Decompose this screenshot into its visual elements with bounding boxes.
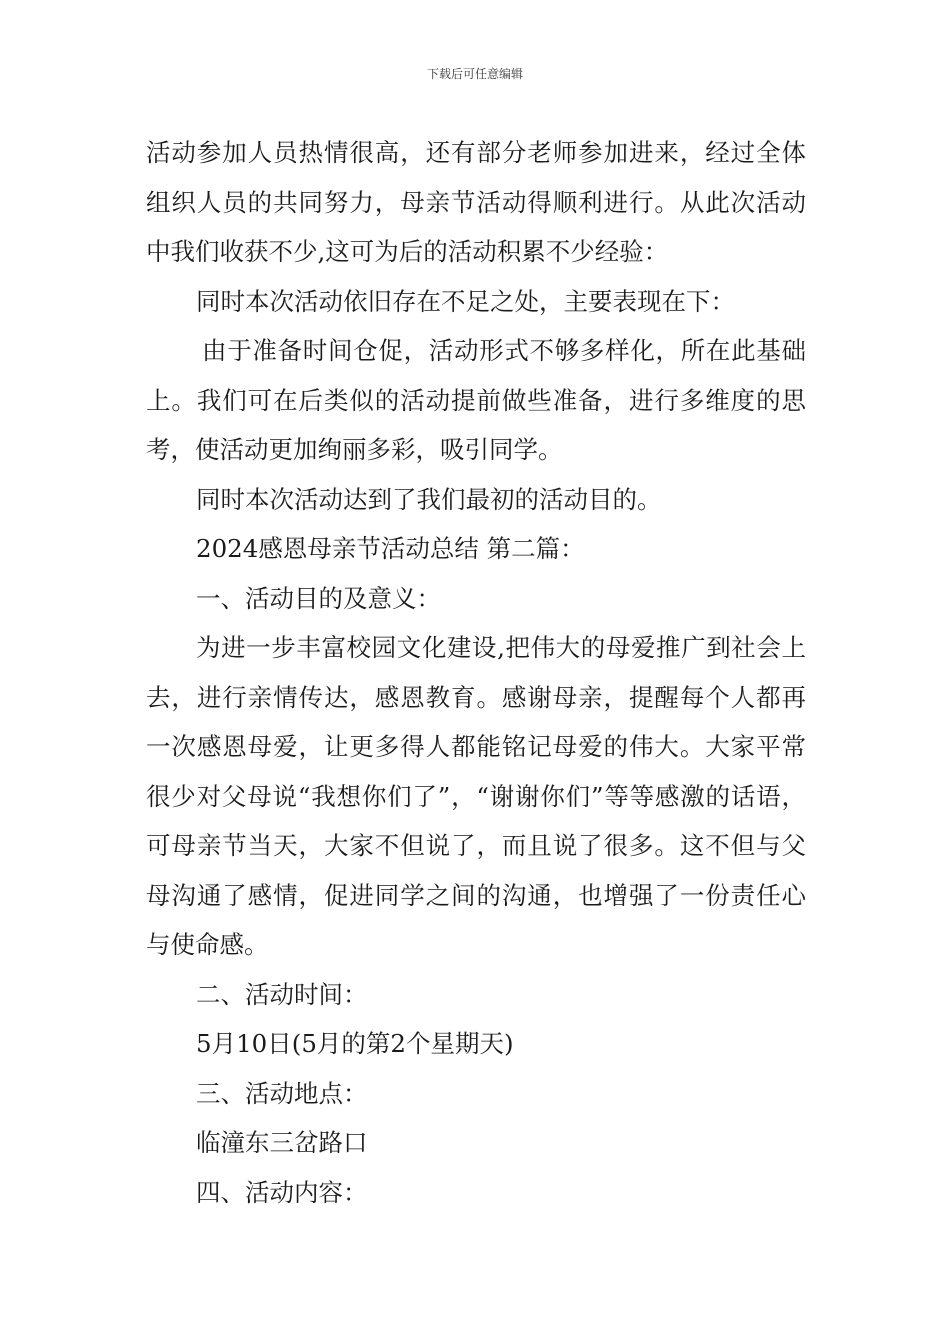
paragraph-1: 活动参加人员热情很高，还有部分老师参加进来，经过全体组织人员的共同努力，母亲节活动得顺利进行。从此次活动中我们收获不少,这可为后的活动积累不少经验： <box>146 138 806 266</box>
heading-content: 四、活动内容： <box>196 1177 368 1207</box>
paragraph-purpose: 为进一步丰富校园文化建设,把伟大的母爱推广到社会上去，进行亲情传达，感恩教育。感谢母亲，提醒每个人都再一次感恩母爱，让更多得人都能铭记母爱的伟大。大家平常很少对父母说“我想你们了”，“谢谢你们”等等感激的话语，可母亲节当天，大家不但说了，而且说了很多。这不但与父母沟通了感情，促进同学之间的沟通，也增强了一份责任心与使命感。 <box>146 633 806 959</box>
page-header: 下载后可任意编辑 <box>426 67 523 81</box>
paragraph-location: 临潼东三岔路口 <box>196 1128 368 1157</box>
paragraph-4: 同时本次活动达到了我们最初的活动目的。 <box>196 484 662 514</box>
document-body <box>146 128 806 1217</box>
paragraph-3: 由于准备时间仓促，活动形式不够多样化，所在此基础上。我们可在后类似的活动提前做些准备，进行多维度的思考，使活动更加绚丽多彩，吸引同学。 <box>146 336 806 464</box>
heading-time: 二、活动时间： <box>196 979 368 1009</box>
paragraph-2: 同时本次活动依旧存在不足之处，主要表现在下： <box>196 286 735 316</box>
heading-purpose: 一、活动目的及意义： <box>196 583 441 613</box>
section-title-second-article: 2024感恩母亲节活动总结 第二篇： <box>196 534 585 563</box>
paragraph-time: 5月10日(5月的第2个星期天) <box>196 1029 514 1058</box>
heading-location: 三、活动地点： <box>196 1078 368 1108</box>
